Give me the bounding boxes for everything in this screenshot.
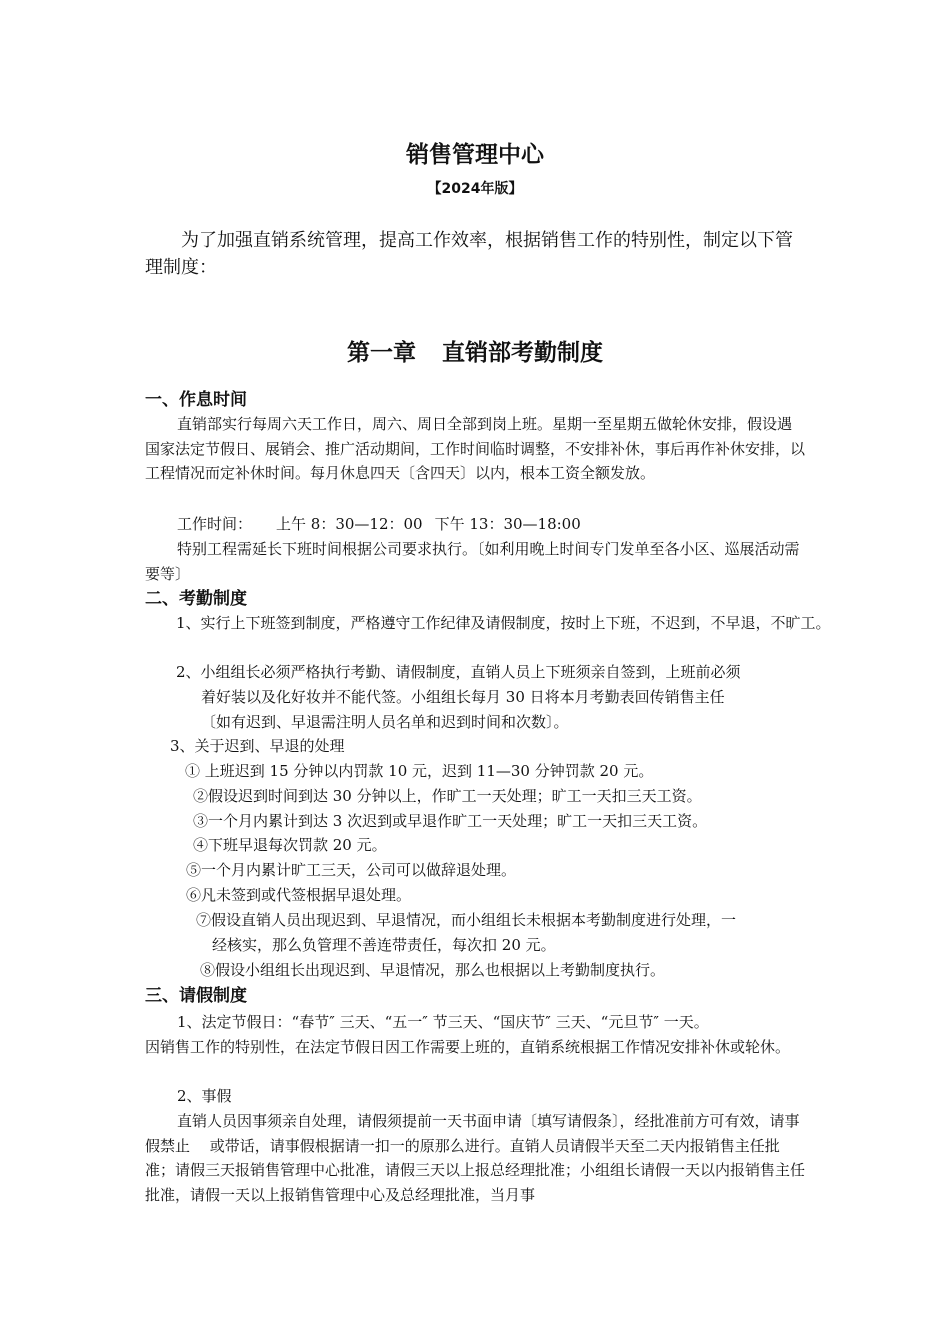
work-hours-morning: 上午 8：30—12：00 — [276, 515, 423, 533]
chapter-number: 第一章 — [347, 340, 416, 366]
attendance-item-1: 1、实行上下班签到制度，严格遵守工作纪律及请假制度，按时上下班，不迟到，不早退，不旷工。 — [176, 614, 831, 632]
schedule-paragraph: 直销部实行每周六天工作日，周六、周日全部到岗上班。星期一至星期五做轮休安排，假设遇国家法定节假日、展销会、推广活动期间，工作时间临时调整，不安排补休，事后再作补休安排，以工程情况而定补休时间。每月休息四天〔含四天〕以内，根本工资全额发放。 — [145, 415, 806, 483]
penalty-rule-3: ③一个月内累计到达 3 次迟到或早退作旷工一天处理；旷工一天扣三天工资。 — [193, 812, 708, 830]
leave-item-1-rest: 因销售工作的特别性，在法定节假日因工作需要上班的，直销系统根据工作情况安排补休或轮休。 — [145, 1038, 791, 1056]
penalty-rule-4: ④下班早退每次罚款 20 元。 — [193, 836, 387, 854]
penalty-rule-7-line-1: ⑦假设直销人员出现迟到、早退情况，而小组组长未根据本考勤制度进行处理，一 — [196, 911, 737, 929]
work-hours-label: 工作时间： — [177, 515, 253, 533]
section-heading-leave: 三、请假制度 — [145, 986, 247, 1006]
attendance-item-2-line-2: 着好装以及化好妆并不能代签。小组组长每月 30 日将本月考勤表回传销售主任 — [201, 688, 725, 706]
attendance-item-3: 3、关于迟到、早退的处理 — [170, 737, 345, 755]
attendance-item-2-line-1: 2、小组组长必须严格执行考勤、请假制度，直销人员上下班须亲自签到，上班前必须 — [176, 663, 741, 681]
section-heading-attendance: 二、考勤制度 — [145, 589, 247, 609]
work-hours-afternoon: 下午 13：30—18:00 — [434, 515, 581, 533]
section-heading-schedule: 一、作息时间 — [145, 390, 247, 410]
leave-item-1-line-1: 1、法定节假日：“春节″ 三天、“五一″ 节三天、“国庆节″ 三天、“元旦节″ 一天。 — [177, 1013, 709, 1031]
overtime-paragraph: 特别工程需延长下班时间根据公司要求执行。〔如利用晚上时间专门发单至各小区、巡展活动需要等〕 — [145, 540, 800, 583]
intro-paragraph: 为了加强直销系统管理，提高工作效率，根据销售工作的特别性，制定以下管理制度： — [145, 230, 793, 278]
work-hours-line — [177, 512, 581, 537]
document-title: 销售管理中心 — [406, 142, 544, 168]
attendance-item-2-line-3: 〔如有迟到、早退需注明人员名单和迟到时间和次数〕。 — [201, 713, 569, 731]
penalty-rule-6: ⑥凡未签到或代签根据早退处理。 — [186, 886, 412, 904]
chapter-title: 直销部考勤制度 — [442, 340, 603, 366]
penalty-rule-5: ⑤一个月内累计旷工三天，公司可以做辞退处理。 — [186, 861, 517, 879]
personal-leave-paragraph: 直销人员因事须亲自处理，请假须提前一天书面申请〔填写请假条〕，经批准前方可有效，请事假禁止 或带话，请事假根据请一扣一的原那么进行。直销人员请假半天至二天内报销售主任批准；请假三天报销售管理中心批准，请假三天以上报总经理批准；小组组长请假一天以内报销售主任批准，请假一天以上报销售管理中心及总经理批准，当月事 — [145, 1112, 806, 1204]
penalty-rule-8: ⑧假设小组组长出现迟到、早退情况，那么也根据以上考勤制度执行。 — [200, 961, 666, 979]
leave-item-2: 2、事假 — [177, 1087, 232, 1105]
edition-label: 【2024年版】 — [427, 181, 523, 197]
penalty-rule-2: ②假设迟到时间到达 30 分钟以上，作旷工一天处理；旷工一天扣三天工资。 — [193, 787, 702, 805]
chapter-heading — [0, 334, 950, 367]
penalty-rule-1: ① 上班迟到 15 分钟以内罚款 10 元，迟到 11—30 分钟罚款 20 元。 — [185, 762, 654, 780]
penalty-rule-7-line-2: 经核实，那么负管理不善连带责任，每次扣 20 元。 — [212, 936, 556, 954]
